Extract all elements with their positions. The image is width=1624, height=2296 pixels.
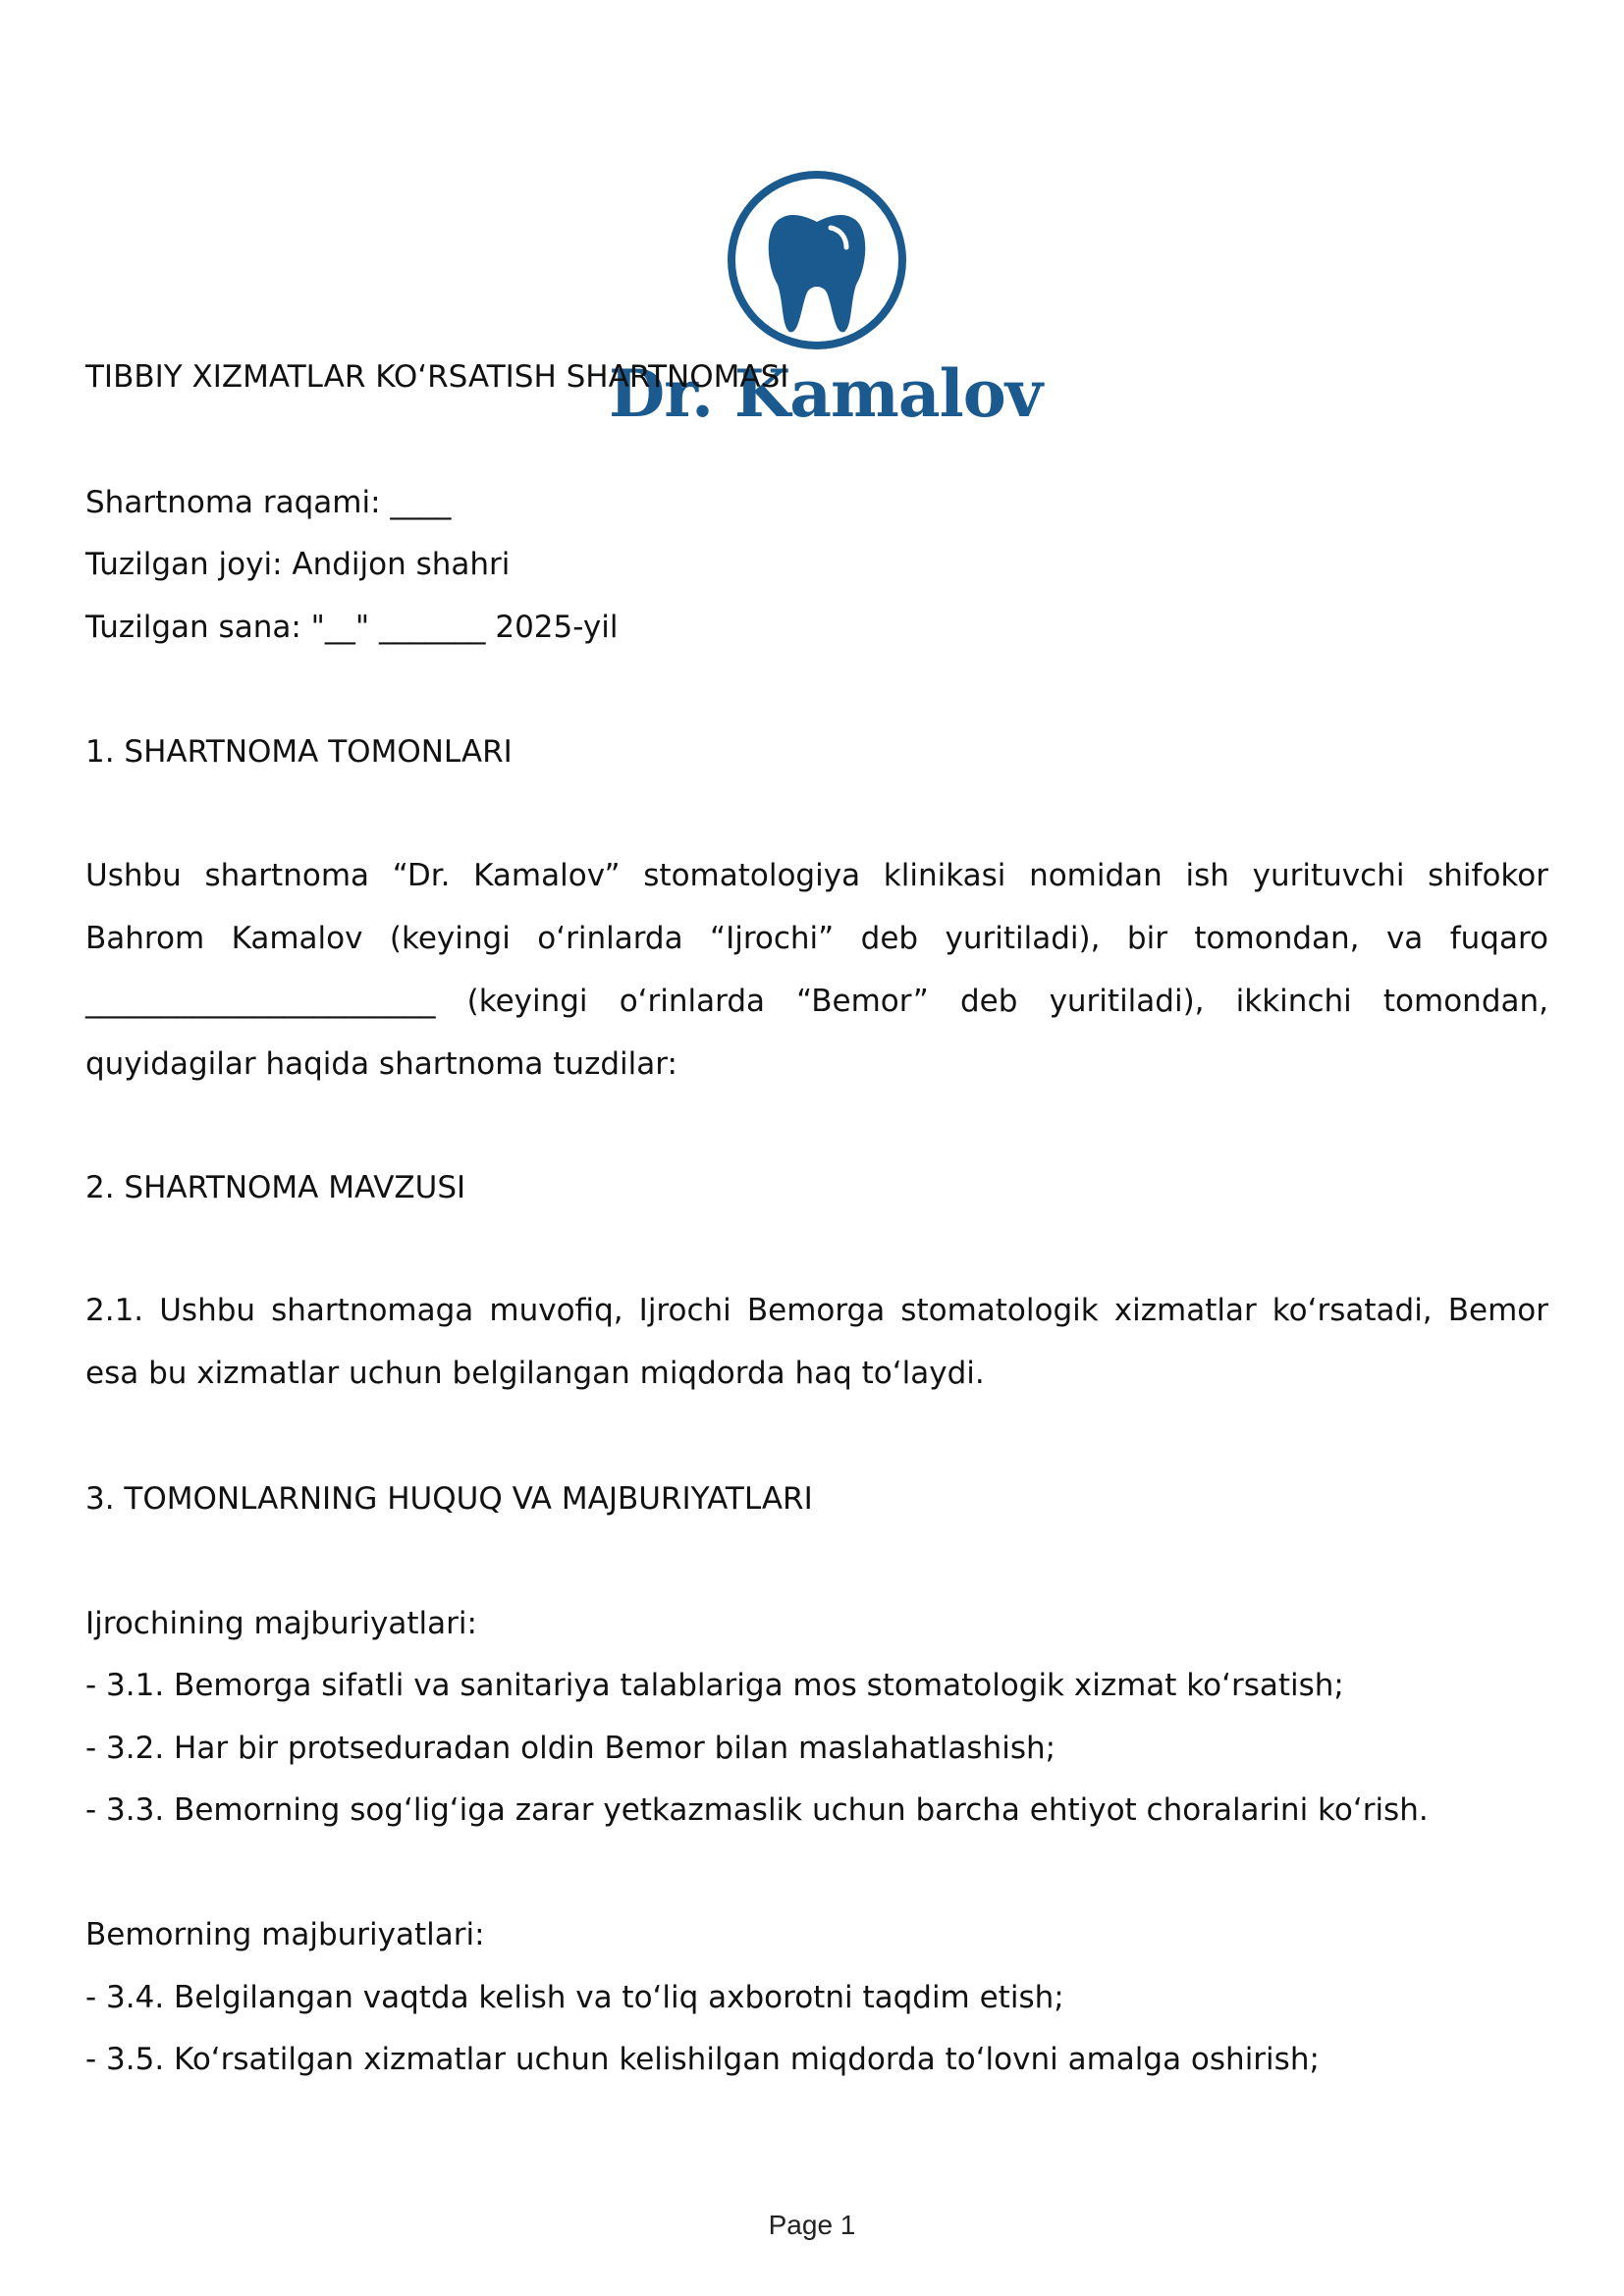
contract-number: Shartnoma raqami: ____: [85, 485, 452, 520]
tooth-icon: [609, 167, 1021, 363]
section-1-heading: 1. SHARTNOMA TOMONLARI: [85, 734, 513, 770]
clinic-logo-text: Dr. Kamalov: [609, 355, 1043, 432]
page-number: Page 1: [768, 2210, 856, 2240]
section-1-paragraph: Ushbu shartnoma “Dr. Kamalov” stomatologiya klinikasi nomidan ish yurituvchi shifokor Bahrom Kamalov (keyingi o‘rinlarda “Ijrochi” deb yuritiladi), bir tomondan, va fuqaro _______________________ (keyingi o‘rinlarda “Bemor” deb yuritiladi), ikkinchi tomondan, quyidagilar haqida shartnoma tuzdilar:: [85, 858, 1548, 1082]
list-item: - 3.3. Bemorning sog‘lig‘iga zarar yetkazmaslik uchun barcha ehtiyot choralarini ko‘rish.: [85, 1792, 1429, 1828]
section-2-heading: 2. SHARTNOMA MAVZUSI: [85, 1170, 466, 1205]
list-item: - 3.1. Bemorga sifatli va sanitariya talablariga mos stomatologik xizmat ko‘rsatish;: [85, 1668, 1344, 1703]
list-item: - 3.5. Ko‘rsatilgan xizmatlar uchun kelishilgan miqdorda to‘lovni amalga oshirish;: [85, 2042, 1320, 2077]
document-title: TIBBIY XIZMATLAR KO‘RSATISH SHARTNOMASI: [85, 359, 789, 395]
patient-obligations-label: Bemorning majburiyatlari:: [85, 1917, 485, 1952]
list-item: - 3.4. Belgilangan vaqtda kelish va to‘liq axborotni taqdim etish;: [85, 1980, 1064, 2015]
section-3-heading: 3. TOMONLARNING HUQUQ VA MAJBURIYATLARI: [85, 1481, 813, 1517]
clinic-logo: [609, 167, 1043, 442]
list-item: - 3.2. Har bir protseduradan oldin Bemor bilan maslahatlashish;: [85, 1731, 1056, 1766]
section-2-paragraph: 2.1. Ushbu shartnomaga muvofiq, Ijrochi Bemorga stomatologik xizmatlar ko‘rsatadi, Bemor esa bu xizmatlar uchun belgilangan miqdorda haq to‘laydi.: [85, 1293, 1548, 1391]
executor-obligations-label: Ijrochining majburiyatlari:: [85, 1606, 477, 1641]
contract-place: Tuzilgan joyi: Andijon shahri: [85, 547, 511, 582]
contract-date: Tuzilgan sana: "__" _______ 2025-yil: [85, 610, 619, 645]
